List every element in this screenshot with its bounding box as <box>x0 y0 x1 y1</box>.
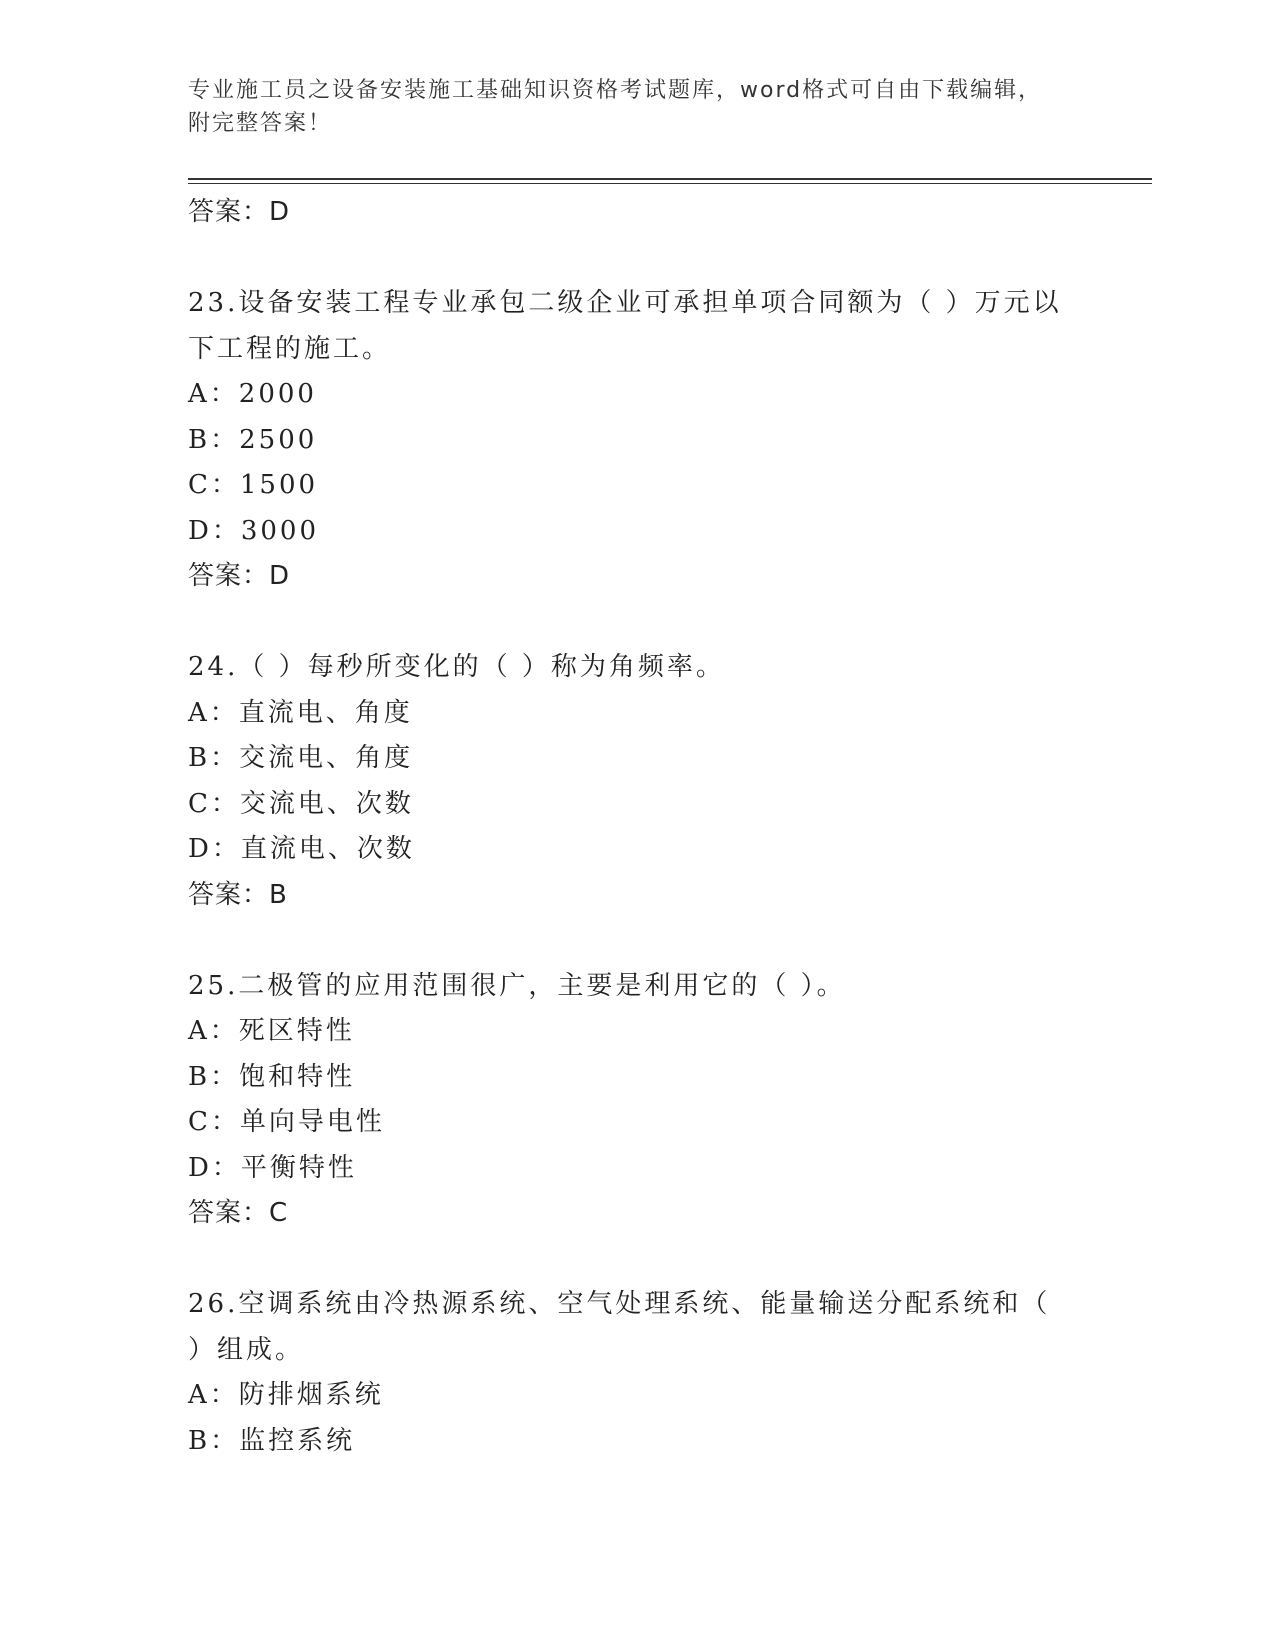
header-line-2: 附完整答案！ <box>188 111 333 136</box>
option-b: B：监控系统 <box>188 1425 356 1456</box>
option-b: B：交流电、角度 <box>188 743 414 773</box>
question-stem: ）组成。 <box>188 1334 305 1365</box>
question-stem: 25.二极管的应用范围很广，主要是利用它的（ ）。 <box>188 970 846 1001</box>
answer-line: 答案：D <box>188 561 291 591</box>
question-stem: 23.设备安装工程专业承包二级企业可承担单项合同额为（ ）万元以 <box>188 288 1062 318</box>
question-24 <box>188 645 1088 918</box>
spacer <box>188 236 1088 282</box>
header-divider-thin <box>188 183 1152 184</box>
spacer <box>188 600 1088 646</box>
answer-line: 答案：C <box>188 1198 289 1228</box>
question-list <box>188 190 1088 1464</box>
question-26 <box>188 1282 1088 1464</box>
question-23 <box>188 281 1088 600</box>
option-d: D：平衡特性 <box>188 1152 357 1183</box>
option-d: D：3000 <box>188 515 320 546</box>
answer-line: 答案：B <box>188 879 288 910</box>
question-stem: 下工程的施工。 <box>188 333 392 364</box>
option-b: B：饱和特性 <box>188 1061 356 1092</box>
question-stem: 26.空调系统由冷热源系统、空气处理系统、能量输送分配系统和（ <box>188 1289 1051 1319</box>
option-a: A：2000 <box>188 379 317 409</box>
option-a: A：直流电、角度 <box>188 697 413 728</box>
document-header <box>188 74 1068 140</box>
question-25 <box>188 964 1088 1237</box>
option-c: C：交流电、次数 <box>188 788 414 819</box>
option-c: C：1500 <box>188 470 319 500</box>
spacer <box>188 918 1088 964</box>
option-b: B：2500 <box>188 424 318 455</box>
header-divider <box>188 178 1152 180</box>
spacer <box>188 1237 1088 1283</box>
question-stem: 24.（ ）每秒所变化的（ ）称为角频率。 <box>188 652 725 682</box>
option-a: A：死区特性 <box>188 1016 355 1046</box>
option-a: A：防排烟系统 <box>188 1380 384 1410</box>
option-c: C：单向导电性 <box>188 1107 385 1137</box>
answer-line: 答案：D <box>188 197 291 227</box>
option-d: D：直流电、次数 <box>188 834 415 864</box>
header-line-1: 专业施工员之设备安装施工基础知识资格考试题库，word格式可自由下载编辑， <box>188 78 1043 103</box>
